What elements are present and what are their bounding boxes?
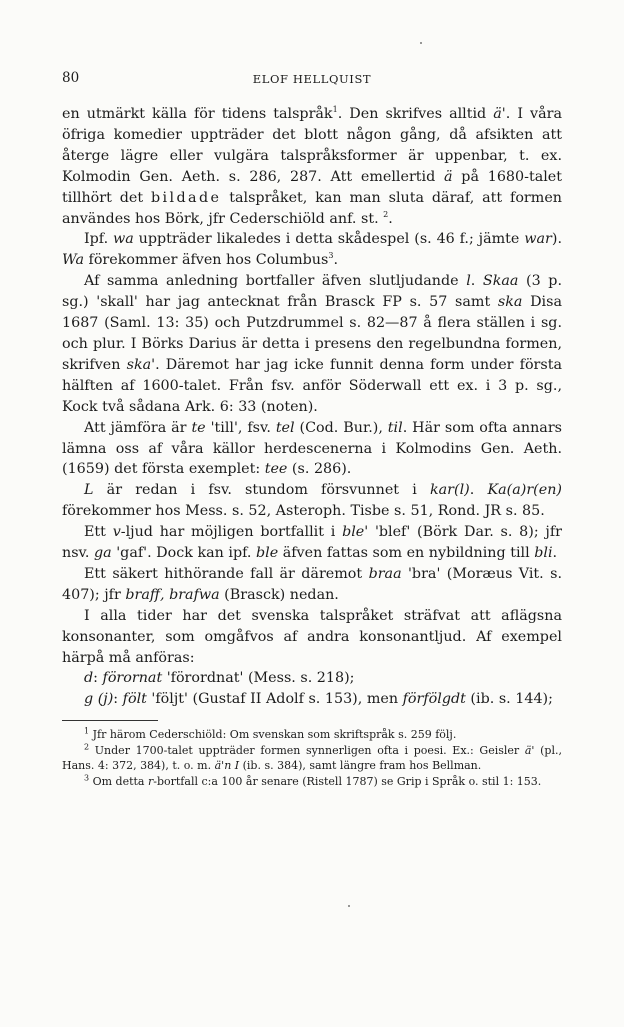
italic-term: ga xyxy=(94,545,112,562)
text-run: (Brasck) nedan. xyxy=(219,586,339,603)
italic-term: bli xyxy=(534,545,553,562)
italic-term: ska' xyxy=(126,356,156,373)
italic-term: tel xyxy=(275,419,295,436)
italic-term: förornat xyxy=(102,670,163,687)
italic-term: te xyxy=(191,419,206,436)
italic-term: v xyxy=(112,524,121,541)
text-run: Jfr härom Cederschiöld: Om svenskan som skriftspråk s. 259 följ. xyxy=(89,728,457,742)
italic-term: ä'n I xyxy=(214,759,240,773)
italic-term: förfölgdt xyxy=(402,691,466,708)
text-run: . Däremot har jag icke funnit denna form under första hälften af 1600-talet. Från fsv. anför Söderwall ett ex. i 3 p. sg., Kock två sådana Ark. 6: 33 (noten). xyxy=(62,356,562,415)
text-run: äfven fattas som en nybildning till xyxy=(278,545,535,562)
running-header xyxy=(62,70,562,94)
text-run: : xyxy=(93,670,103,687)
text-run: 'följt' (Gustaf II Adolf s. 153), men xyxy=(146,691,403,708)
footnote-fn3 xyxy=(62,774,562,790)
italic-term: d xyxy=(84,670,94,687)
text-run: . xyxy=(469,482,488,499)
text-run: 'till', fsv. xyxy=(205,419,276,436)
text-run: Om detta xyxy=(89,775,148,789)
italic-term: braff, brafwa xyxy=(125,586,220,603)
text-run: (Cod. Bur.), xyxy=(294,419,388,436)
footnote-marker: 1 xyxy=(84,726,90,736)
italic-term: braa xyxy=(368,565,402,582)
text-run: Ett xyxy=(84,524,113,541)
text-run: 'bra' (Moræus Vit. s. 407); jfr xyxy=(62,565,562,603)
text-run: uppträder likaledes i detta skådespel (s. 46 f.; jämte xyxy=(133,231,525,248)
text-run: talspråket, kan man sluta däraf, att formen användes hos Börk, jfr Cederschiöld anf. st. xyxy=(62,189,562,227)
footnotes xyxy=(62,727,562,789)
scan-speck xyxy=(420,42,422,44)
text-run: 'gaf'. Dock kan ipf. xyxy=(111,545,256,562)
text-run: är redan i fsv. stundom försvunnet i xyxy=(93,482,430,499)
footnote-marker: 3 xyxy=(328,251,334,261)
footnote-marker: 2 xyxy=(84,742,90,752)
paragraph-p6 xyxy=(62,564,562,606)
italic-term: wa xyxy=(113,231,134,248)
text-run: (ib. s. 144); xyxy=(465,691,553,708)
italic-term: ä xyxy=(444,168,453,185)
text-run: Under 1700-talet uppträder formen synnerligen ofta i poesi. Ex.: Geisler xyxy=(89,743,525,757)
italic-term: ä' xyxy=(493,106,506,122)
italic-term: ble' xyxy=(342,524,369,541)
text-run: . xyxy=(552,545,558,562)
italic-term: ä' xyxy=(524,743,535,757)
scan-speck xyxy=(348,905,350,907)
paragraph-p3 xyxy=(62,418,562,481)
running-title: ELOF HELLQUIST xyxy=(252,72,372,86)
text-run: (pl., Hans. 4: 372, 384), t. o. m. xyxy=(62,743,562,773)
italic-term: til xyxy=(387,419,403,436)
text-run: Ett säkert hithörande fall är däremot xyxy=(84,565,369,582)
text-run: en utmärkt källa för tidens talspråk xyxy=(62,106,333,122)
text-run: Ipf. xyxy=(84,231,113,248)
text-run: förekommer äfven hos Columbus xyxy=(83,252,329,269)
text-run: på 1680-talet tillhört det xyxy=(62,168,562,206)
italic-term: L xyxy=(84,482,94,499)
footnote-marker: 1 xyxy=(332,105,338,115)
italic-term: ska xyxy=(497,294,523,311)
italic-term: Ka(a)r(en) xyxy=(487,482,562,499)
italic-term: ble xyxy=(255,545,279,562)
footnote-marker: 3 xyxy=(84,773,90,783)
paragraph-p8 xyxy=(62,668,562,689)
footnote-fn2 xyxy=(62,743,562,774)
page-number: 80 xyxy=(62,70,80,86)
paragraph-p0 xyxy=(62,104,562,229)
italic-term: g (j) xyxy=(84,691,114,708)
paragraph-p9 xyxy=(62,689,562,710)
text-run: (s. 286). xyxy=(287,461,352,478)
text-run: . xyxy=(470,273,483,290)
paragraph-p7 xyxy=(62,606,562,669)
text-run: 'förordnat' (Mess. s. 218); xyxy=(162,670,355,687)
text-run: 'blef' (Börk Dar. s. 8); jfr nsv. xyxy=(62,524,562,562)
text-run: (3 p. sg.) 'skall' har jag antecknat från Brasck FP s. 57 samt xyxy=(62,273,562,311)
text-run: Af samma anledning bortfaller äfven slutljudande xyxy=(84,273,467,290)
text-run: -ljud har möjligen bortfallit i xyxy=(120,524,343,541)
paragraph-p4 xyxy=(62,480,562,522)
italic-term: war xyxy=(524,231,552,248)
text-run: förekommer hos Mess. s. 52, Asteroph. Tisbe s. 51, Rond. JR s. 85. xyxy=(62,503,545,520)
page xyxy=(62,70,562,790)
text-run: ). xyxy=(551,231,562,248)
text-run: . I våra öfriga komedier uppträder det blott någon gång, då afsikten att återge lägre eller vulgära talspråksformer är uppenbar, t. ex. Kolmodin Gen. Aeth. s. 286, 287. Att emellertid xyxy=(62,106,562,185)
italic-term: r xyxy=(147,775,154,789)
italic-term: tee xyxy=(264,461,288,478)
text-run: . xyxy=(388,210,393,227)
footnote-marker: 2 xyxy=(383,209,389,219)
text-run: . Här som ofta annars lämna oss af våra källor herdescenerna i Kolmodins Gen. Aeth. (1659) det första exemplet: xyxy=(62,419,563,478)
italic-term: fölt xyxy=(122,691,147,708)
footnote-rule xyxy=(62,720,158,721)
text-run: Disa 1687 (Saml. 13: 35) och Putzdrummel s. 82—87 å flera ställen i sg. och plur. I Börks Darius är detta i presens den regelbundna formen, skrifven xyxy=(62,294,562,373)
paragraph-p2 xyxy=(62,271,562,417)
italic-term: Skaa xyxy=(482,273,519,290)
text-run: I alla tider har det svenska talspråket sträfvat att aflägsna konsonanter, som omgåfvos af andra konsonantljud. Af exempel härpå må anföras: xyxy=(62,607,562,666)
main-text xyxy=(62,104,562,710)
text-run: (ib. s. 384), samt längre fram hos Bellman. xyxy=(239,759,482,773)
italic-term: Wa xyxy=(62,252,84,269)
footnote-fn1 xyxy=(62,727,562,743)
italic-term: l xyxy=(466,273,471,290)
text-run: Att jämföra är xyxy=(84,419,192,436)
text-run: : xyxy=(113,691,123,708)
paragraph-p1 xyxy=(62,229,562,271)
paragraph-p5 xyxy=(62,522,562,564)
text-run: . xyxy=(333,252,338,269)
text-run: . Den skrifves alltid xyxy=(337,106,494,122)
text-run: -bortfall c:a 100 år senare (Ristell 1787) se Grip i Språk o. stil 1: 153. xyxy=(153,775,542,789)
text-run: bildade xyxy=(150,189,222,206)
italic-term: kar(l) xyxy=(429,482,470,499)
